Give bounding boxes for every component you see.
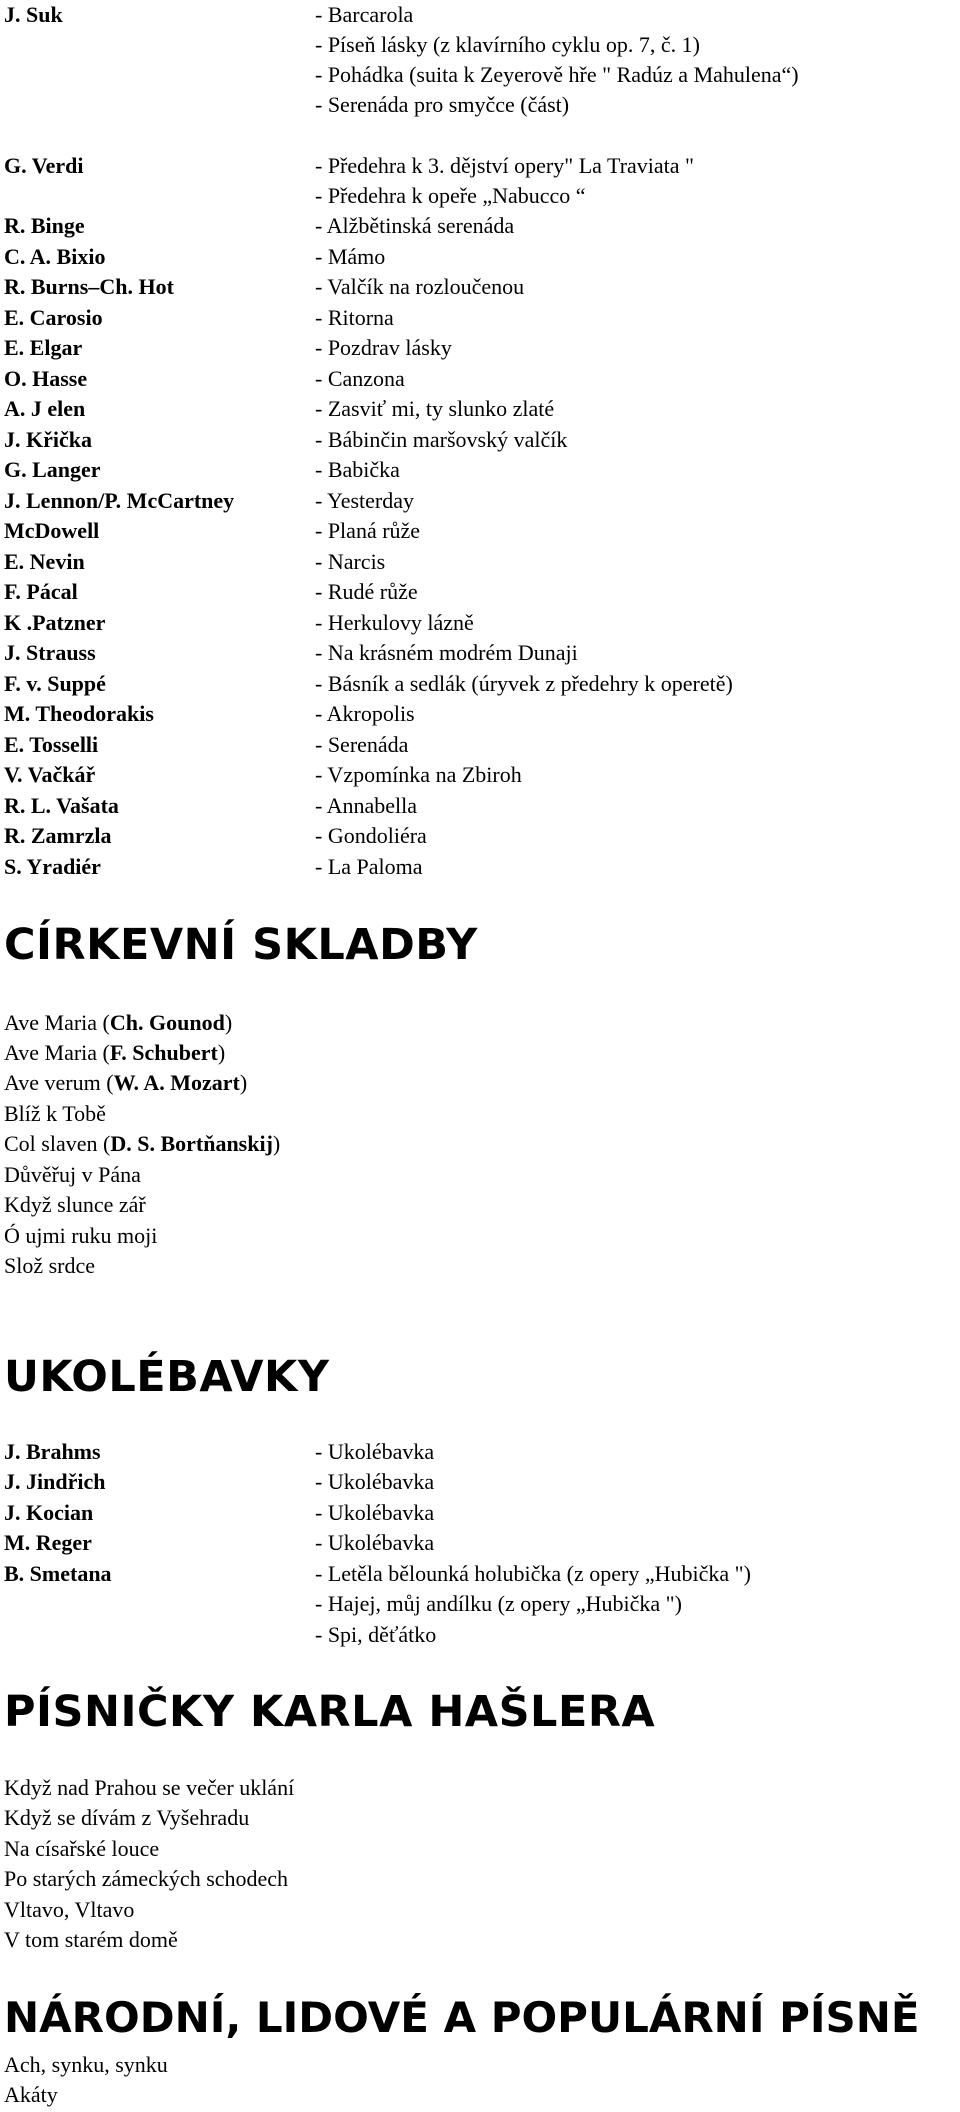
list-item: Když se dívám z Vyšehradu (4, 1805, 250, 1830)
list-item: Když slunce zář (4, 1192, 146, 1217)
composer-name: C. A. Bixio (4, 244, 106, 269)
composer-name: R. Binge (4, 213, 85, 238)
work-title: - Akropolis (315, 701, 415, 726)
list-item: Na císařské louce (4, 1836, 160, 1861)
work-title: - Narcis (315, 549, 386, 574)
work-title: - Babička (315, 457, 400, 482)
work-title: - Serenáda pro smyčce (část) (315, 92, 570, 117)
list-item (0, 699, 960, 730)
list-item (0, 1437, 960, 1468)
composer-name: J. Jindřich (4, 1469, 106, 1494)
work-title: - Herkulovy lázně (315, 610, 474, 635)
composer-name: A. J elen (4, 396, 86, 421)
list-item (0, 547, 960, 578)
composer-name: S. Yradiér (4, 854, 101, 879)
list-item (0, 272, 960, 303)
list-item: V tom starém domě (4, 1927, 178, 1952)
work-title: - Na krásném modrém Dunaji (315, 640, 578, 665)
work-title: - Gondoliéra (315, 823, 427, 848)
composer-name: G. Verdi (4, 153, 84, 178)
work-title: - Zasviť mi, ty slunko zlaté (315, 396, 555, 421)
work-title: - Alžbětinská serenáda (315, 213, 515, 238)
work-title: - La Paloma (315, 854, 423, 879)
composer-name: F. Pácal (4, 579, 78, 604)
list-item (0, 30, 960, 61)
list-item (0, 1528, 960, 1559)
work-title: - Letěla bělounká holubička (z opery „Hubička ") (315, 1561, 751, 1586)
list-item (0, 364, 960, 395)
section-heading-lullabies: UKOLÉBAVKY (4, 1352, 330, 1402)
work-title: - Vzpomínka na Zbiroh (315, 762, 522, 787)
work-title: - Yesterday (315, 488, 414, 513)
composer-name: M. Reger (4, 1530, 92, 1555)
list-item (0, 333, 960, 364)
work-title: - Ritorna (315, 305, 394, 330)
list-item (0, 669, 960, 700)
list-item: Když nad Prahou se večer uklání (4, 1775, 295, 1800)
list-item: Důvěřuj v Pána (4, 1162, 141, 1187)
work-title: - Pohádka (suita k Zeyerově hře " Radúz a Mahulena“) (315, 62, 799, 87)
work-title: - Barcarola (315, 2, 414, 27)
composer-name: E. Elgar (4, 335, 83, 360)
list-item (0, 821, 960, 852)
composer-name: O. Hasse (4, 366, 88, 391)
list-item: Slož srdce (4, 1253, 96, 1278)
composer-name: J. Strauss (4, 640, 96, 665)
composer-name: McDowell (4, 518, 100, 543)
list-item (0, 303, 960, 334)
list-item: Vltavo, Vltavo (4, 1897, 135, 1922)
list-item (0, 151, 960, 182)
work-title: - Hajej, můj andílku (z opery „Hubička ") (315, 1591, 682, 1616)
work-title: - Spi, děťátko (315, 1622, 437, 1647)
work-title: - Básník a sedlák (úryvek z předehry k operetě) (315, 671, 733, 696)
section-heading-hasler: PÍSNIČKY KARLA HAŠLERA (4, 1687, 656, 1737)
list-item (0, 638, 960, 669)
work-title: - Mámo (315, 244, 386, 269)
composer-name: J. Brahms (4, 1439, 101, 1464)
composer-name: J. Kocian (4, 1500, 94, 1525)
list-item: Blíž k Tobě (4, 1101, 106, 1126)
list-item: Po starých zámeckých schodech (4, 1866, 289, 1891)
list-item (0, 1467, 960, 1498)
list-item (0, 425, 960, 456)
composer-name: E. Carosio (4, 305, 103, 330)
work-title: - Ukolébavka (315, 1500, 435, 1525)
work-title: - Serenáda (315, 732, 409, 757)
composer-name: E. Tosselli (4, 732, 99, 757)
list-item: Ó ujmi ruku moji (4, 1223, 158, 1248)
list-item (0, 60, 960, 91)
list-item (0, 577, 960, 608)
work-title: - Valčík na rozloučenou (315, 274, 525, 299)
composer-name: J. Suk (4, 2, 63, 27)
composer-name: E. Nevin (4, 549, 85, 574)
work-title: - Předehra k opeře „Nabucco “ (315, 183, 586, 208)
section-heading-folk: NÁRODNÍ, LIDOVÉ A POPULÁRNÍ PÍSNĚ (4, 1993, 920, 2042)
list-item (0, 455, 960, 486)
list-item (0, 211, 960, 242)
list-item (0, 394, 960, 425)
list-item: Ave verum (W. A. Mozart) (4, 1070, 248, 1095)
composer-name: J. Lennon/P. McCartney (4, 488, 235, 513)
list-item: Akáty (4, 2082, 58, 2107)
list-item: Col slaven (D. S. Bortňanskij) (4, 1131, 281, 1156)
list-item (0, 760, 960, 791)
work-title: - Canzona (315, 366, 405, 391)
list-item (0, 1620, 960, 1651)
composer-name: M. Theodorakis (4, 701, 154, 726)
list-item (0, 1559, 960, 1590)
list-item (0, 791, 960, 822)
work-title: - Píseň lásky (z klavírního cyklu op. 7, č. 1) (315, 32, 700, 57)
work-title: - Bábinčin maršovský valčík (315, 427, 568, 452)
list-item (0, 1498, 960, 1529)
work-title: - Planá růže (315, 518, 421, 543)
list-item (0, 852, 960, 883)
work-title: - Rudé růže (315, 579, 418, 604)
composer-name: K .Patzner (4, 610, 106, 635)
list-item: Ach, synku, synku (4, 2052, 168, 2077)
work-title: - Ukolébavka (315, 1469, 435, 1494)
list-item (0, 181, 960, 212)
section-heading-church: CÍRKEVNÍ SKLADBY (4, 920, 478, 970)
composer-name: G. Langer (4, 457, 101, 482)
work-title: - Ukolébavka (315, 1439, 435, 1464)
list-item (0, 90, 960, 121)
composer-name: R. Zamrzla (4, 823, 112, 848)
composer-name: B. Smetana (4, 1561, 112, 1586)
composer-name: R. L. Vašata (4, 793, 119, 818)
composer-name: V. Vačkář (4, 762, 96, 787)
composer-name: F. v. Suppé (4, 671, 106, 696)
list-item (0, 242, 960, 273)
composer-name: R. Burns–Ch. Hot (4, 274, 174, 299)
list-item (0, 730, 960, 761)
list-item (0, 608, 960, 639)
work-title: - Ukolébavka (315, 1530, 435, 1555)
work-title: - Předehra k 3. dějství opery" La Traviata " (315, 153, 695, 178)
list-item: Ave Maria (Ch. Gounod) (4, 1010, 233, 1035)
list-item (0, 516, 960, 547)
list-item (0, 486, 960, 517)
work-title: - Annabella (315, 793, 418, 818)
composer-name: J. Křička (4, 427, 92, 452)
list-item (0, 1589, 960, 1620)
work-title: - Pozdrav lásky (315, 335, 452, 360)
list-item: Ave Maria (F. Schubert) (4, 1040, 226, 1065)
list-item (0, 0, 960, 31)
